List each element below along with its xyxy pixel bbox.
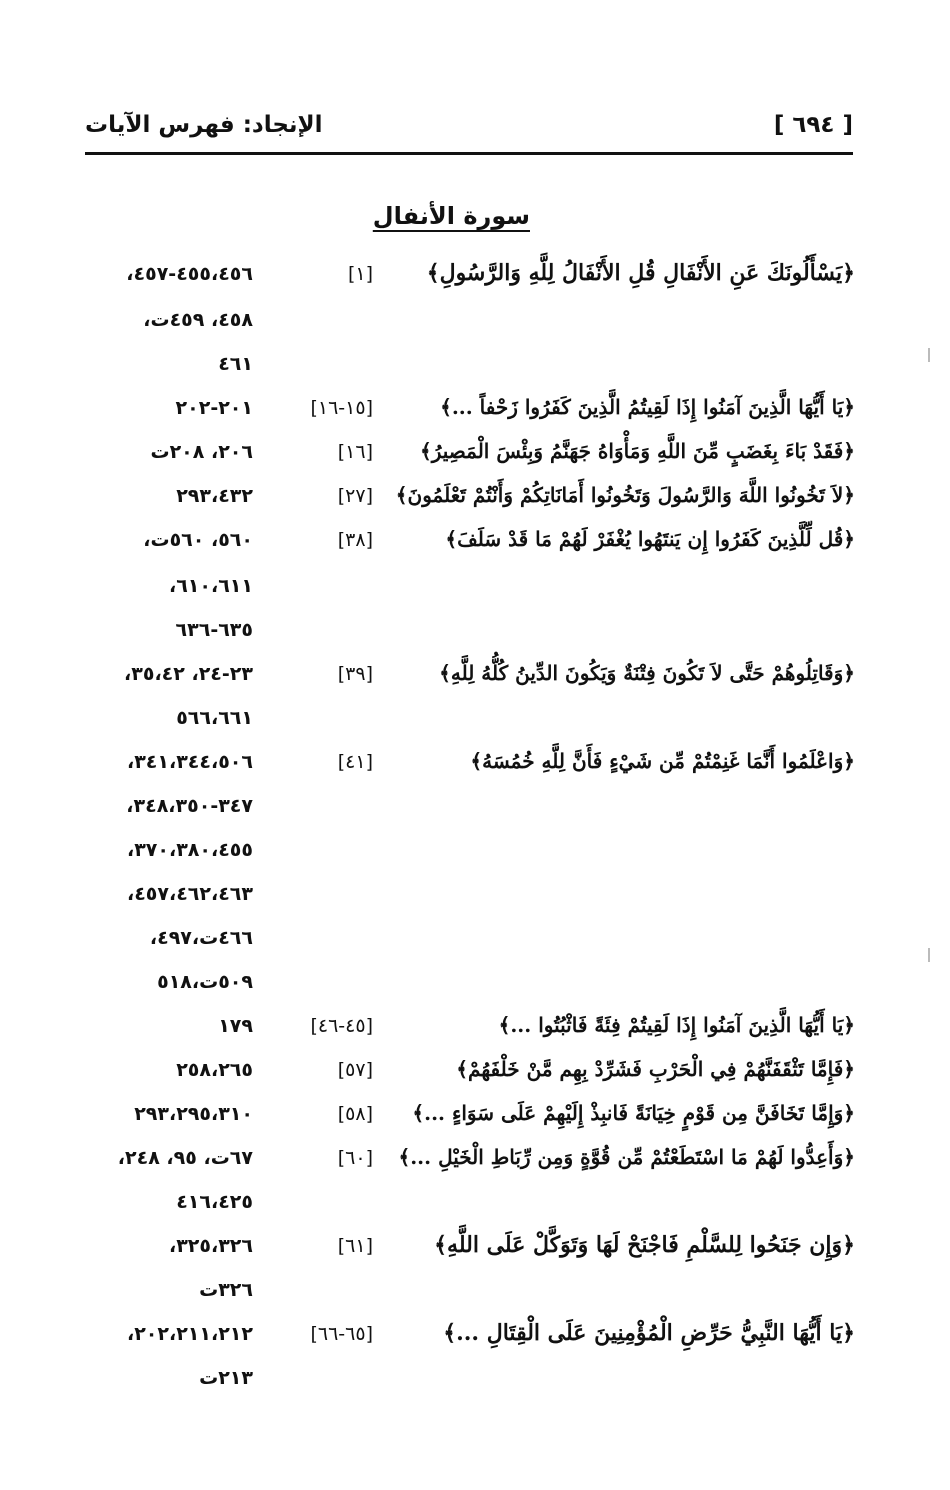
ayah-number: [٢٧] [337,485,373,507]
index-row [85,1268,855,1312]
verse-text: ﴿يَا أَيُّهَا النَّبِيُّ حَرِّضِ الْمُؤْمِنِينَ عَلَى الْقِتَالِ ...﴾ [443,1320,855,1346]
ayah-number: [١٦] [337,441,373,463]
verse-text: ﴿وَقَاتِلُوهُمْ حَتَّى لاَ تَكُونَ فِتْنَةٌ وَيَكُونَ الدِّينُ كُلُّهُ لِلَّهِ﴾ [439,661,855,685]
index-row [85,518,855,562]
ayah-number: [٤٥-٤٦] [310,1015,373,1037]
index-row [85,342,855,386]
page-references: ٤٦١ [218,353,253,375]
page-references: ٣٧٠،٣٨٠،٤٥٥، [126,839,253,861]
surah-title: سورة الأنفال [372,202,530,230]
index-row [85,1356,855,1400]
page-references: ٤٦٦ت،٤٩٧، [149,927,253,949]
ayah-number: [٥٨] [337,1103,373,1125]
index-row [85,564,855,608]
index-row [85,430,855,474]
index-row [85,298,855,342]
verse-text: ﴿قُل لِّلَّذِينَ كَفَرُوا إِن يَنتَهُوا يُغْفَرْ لَهُمْ مَا قَدْ سَلَفَ﴾ [445,527,855,551]
ayah-number: [١] [347,263,373,285]
ayah-number: [٥٧] [337,1059,373,1081]
index-row [85,386,855,430]
verse-text: ﴿يَا أَيُّهَا الَّذِينَ آمَنُوا إِذَا لَقِيتُمُ الَّذِينَ كَفَرُوا زَحْفاً ...﴾ [440,395,855,419]
page-references: ٢٠٦، ٢٠٨ت [150,441,253,463]
page-references: ٥٦٦،٦٦١ [176,707,253,729]
page-references: ٣٢٦ت [199,1279,253,1301]
verse-text: ﴿وَأَعِدُّوا لَهُمْ مَا اسْتَطَعْتُمْ مِّن قُوَّةٍ وَمِن رِّبَاطِ الْخَيْلِ ...﴾ [398,1145,855,1169]
verse-text: ﴿لاَ تَخُونُوا اللَّهَ وَالرَّسُولَ وَتَخُونُوا أَمَانَاتِكُمْ وَأَنْتُمْ تَعْلَمُونَ﴾ [395,483,855,507]
verse-text: ﴿فَإِمَّا تَثْقَفَنَّهُمْ فِي الْحَرْبِ فَشَرِّدْ بِهِم مَّنْ خَلْفَهُمْ﴾ [456,1057,855,1081]
page-references: ٣٢٥،٣٢٦، [168,1235,253,1257]
ayah-number: [٣٨] [337,529,373,551]
page-references: ٤١٦،٤٢٥ [176,1191,253,1213]
page-references: ٢٠٢،٢١١،٢١٢، [126,1323,253,1345]
index-row [85,1092,855,1136]
index-row [85,1180,855,1224]
page-references: ٣٤٧-٣٤٨،٣٥٠، [126,795,253,817]
ayah-number: [٦١] [337,1235,373,1257]
index-row [85,608,855,652]
page-references: ٥٠٩ت،٥١٨ [157,971,253,993]
index-row [85,960,855,1004]
page-references: ٤٥٧،٤٦٢،٤٦٣، [126,883,253,905]
index-row [85,828,855,872]
index-row [85,474,855,518]
index-row [85,1136,855,1180]
page-references: ٢٩٣،٤٣٢ [176,485,253,507]
index-row [85,1224,855,1268]
ayah-number: [٣٩] [337,663,373,685]
index-row [85,916,855,960]
verse-text: ﴿وَإِمَّا تَخَافَنَّ مِن قَوْمٍ خِيَانَةً فَانبِذْ إِلَيْهِمْ عَلَى سَوَاءٍ ...﴾ [412,1101,855,1125]
ayah-number: [٦٥-٦٦] [310,1323,373,1345]
page-references: ٦٧ت، ٩٥، ٢٤٨، [117,1147,253,1169]
ayah-number: [٦٠] [337,1147,373,1169]
page-references: ٢٥٨،٢٦٥ [176,1059,253,1081]
page-references: ٦٣٥-٦٣٦ [175,619,253,641]
page-references: ٤٥٥،٤٥٦-٤٥٧، [126,263,253,285]
margin-mark [928,948,930,962]
page-references: ٤٥٨، ٤٥٩ت، [143,309,253,331]
index-row [85,1048,855,1092]
index-row [85,784,855,828]
page-references: ٣٤١،٣٤٤،٥٠٦، [126,751,253,773]
verse-text: ﴿يَسْأَلُونَكَ عَنِ الأَنْفَالِ قُلِ الأَنْفَالُ لِلَّهِ وَالرَّسُولِ﴾ [426,260,855,286]
ayah-number: [٤١] [337,751,373,773]
ayah-number: [١٥-١٦] [310,397,373,419]
margin-mark [928,348,930,362]
header-rule [85,152,853,155]
page-references: ٢٣-٢٤، ٣٥،٤٢، [124,663,253,685]
page-header [85,112,853,152]
index-row [85,1004,855,1048]
book-title: الإنجاد: فهرس الآيات [85,112,323,138]
verse-text: ﴿وَاعْلَمُوا أَنَّمَا غَنِمْتُمْ مِّن شَيْءٍ فَأَنَّ لِلَّهِ خُمُسَهُ﴾ [470,749,855,773]
index-row [85,696,855,740]
page-references: ٢١٣ت [199,1367,253,1389]
page-references: ٥٦٠، ٥٦٠ت، [143,529,253,551]
index-row [85,252,855,296]
page-references: ٢٩٣،٢٩٥،٣١٠ [134,1103,253,1125]
verse-text: ﴿يَا أَيُّهَا الَّذِينَ آمَنُوا إِذَا لَقِيتُمْ فِئَةً فَاثْبُتُوا ...﴾ [498,1013,855,1037]
index-row [85,1312,855,1356]
verse-text: ﴿وَإِن جَنَحُوا لِلسَّلْمِ فَاجْنَحْ لَهَا وَتَوَكَّلْ عَلَى اللَّهِ﴾ [434,1232,855,1258]
page-references: ١٧٩ [218,1015,253,1037]
page-number: [ ٦٩٤ ] [773,112,853,138]
verse-text: ﴿فَقَدْ بَاءَ بِغَضَبٍ مِّنَ اللَّهِ وَمَأْوَاهُ جَهَنَّمُ وَبِئْسَ الْمَصِيرُ﴾ [420,439,855,463]
index-row [85,740,855,784]
page-references: ٢٠١-٢٠٢ [175,397,253,419]
index-row [85,872,855,916]
page-references: ٦١٠،٦١١، [168,575,253,597]
index-row [85,652,855,696]
